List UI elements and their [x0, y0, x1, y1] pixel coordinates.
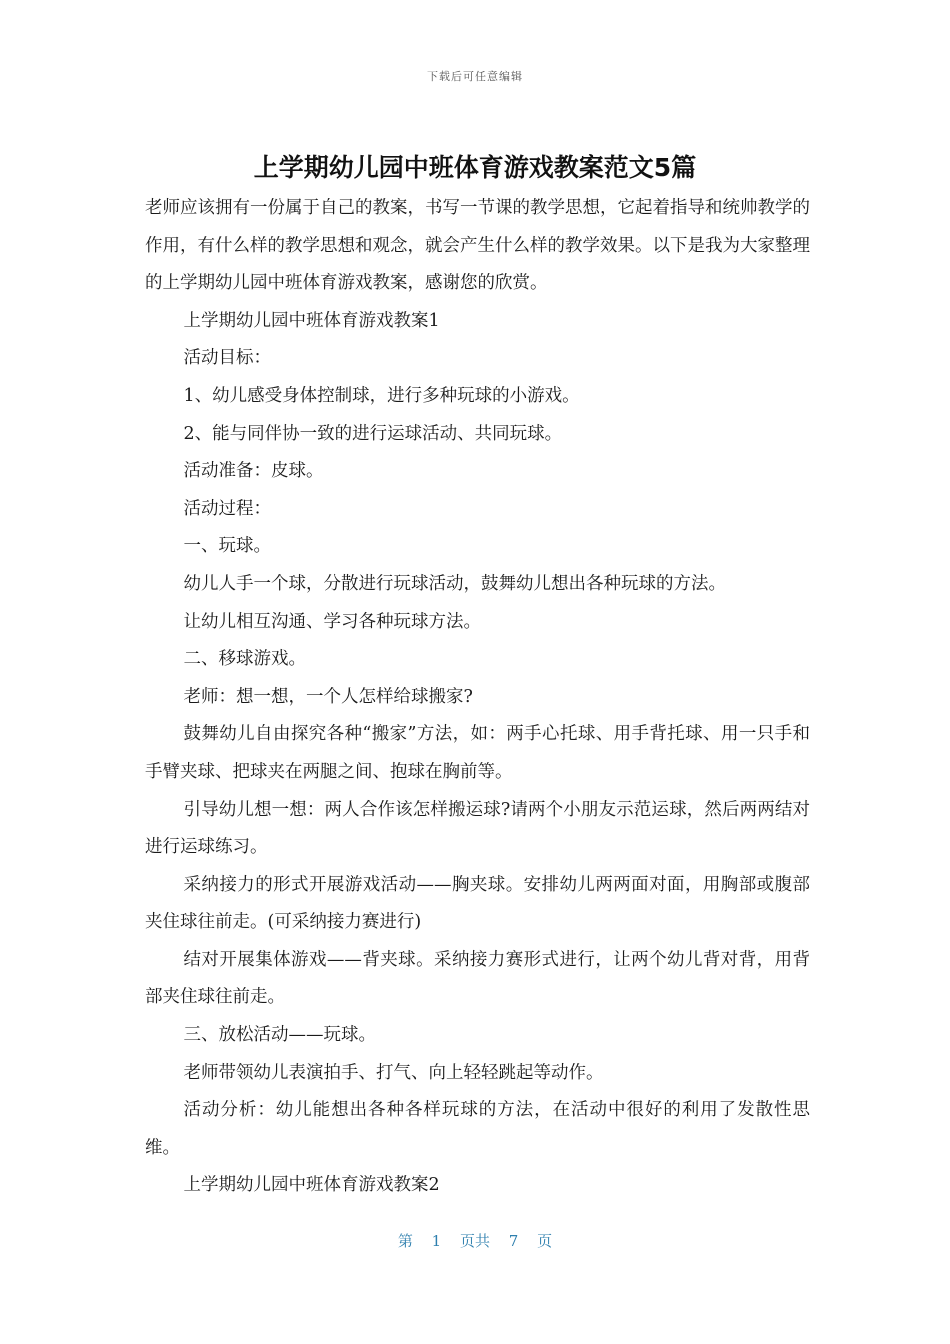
paragraph: 鼓舞幼儿自由探究各种“搬家”方法，如：两手心托球、用手背托球、用一只手和手臂夹球、把球夹在两腿之间、抱球在胸前等。	[145, 724, 810, 782]
page-label-suffix: 页	[537, 1232, 553, 1250]
section-heading-1: 上学期幼儿园中班体育游戏教案1	[183, 310, 440, 331]
document-body	[145, 190, 810, 1205]
paragraph: 结对开展集体游戏——背夹球。采纳接力赛形式进行，让两个幼儿背对背，用背部夹住球往前走。	[145, 949, 810, 1008]
document-title: 上学期幼儿园中班体育游戏教案范文5篇	[253, 153, 697, 182]
paragraph: 幼儿人手一个球，分散进行玩球活动，鼓舞幼儿想出各种玩球的方法。	[183, 573, 726, 594]
total-pages-number: 7	[508, 1232, 519, 1250]
paragraph: 老师：想一想，一个人怎样给球搬家?	[183, 686, 473, 707]
page-label-mid: 页共	[459, 1232, 490, 1250]
page-footer	[0, 1230, 950, 1251]
paragraph: 2、能与同伴协一致的进行运球活动、共同玩球。	[183, 423, 563, 444]
paragraph: 1、幼儿感受身体控制球，进行多种玩球的小游戏。	[183, 385, 580, 406]
section-heading-2: 上学期幼儿园中班体育游戏教案2	[183, 1175, 440, 1196]
paragraph: 采纳接力的形式开展游戏活动——胸夹球。安排幼儿两两面对面，用胸部或腹部夹住球往前走。(可采纳接力赛进行)	[145, 874, 810, 933]
paragraph: 让幼儿相互沟通、学习各种玩球方法。	[183, 611, 481, 632]
paragraph: 活动分析：幼儿能想出各种各样玩球的方法，在活动中很好的利用了发散性思维。	[145, 1100, 810, 1158]
page-label-prefix: 第	[397, 1232, 413, 1250]
paragraph: 三、放松活动——玩球。	[183, 1025, 376, 1046]
paragraph: 老师带领幼儿表演拍手、打气、向上轻轻跳起等动作。	[183, 1062, 604, 1083]
current-page-number: 1	[431, 1232, 442, 1250]
paragraph: 活动目标：	[183, 348, 271, 369]
intro-paragraph: 老师应该拥有一份属于自己的教案，书写一节课的教学思想，它起着指导和统帅教学的作用，有什么样的教学思想和观念，就会产生什么样的教学效果。以下是我为大家整理的上学期幼儿园中班体育游戏教案，感谢您的欣赏。	[145, 198, 810, 294]
paragraph: 二、移球游戏。	[183, 649, 306, 670]
paragraph: 引导幼儿想一想：两人合作该怎样搬运球?请两个小朋友示范运球，然后两两结对进行运球练习。	[145, 799, 810, 858]
paragraph: 一、玩球。	[183, 536, 271, 557]
header-note: 下载后可任意编辑	[427, 70, 523, 83]
paragraph: 活动准备：皮球。	[183, 461, 324, 482]
paragraph: 活动过程：	[183, 498, 271, 519]
